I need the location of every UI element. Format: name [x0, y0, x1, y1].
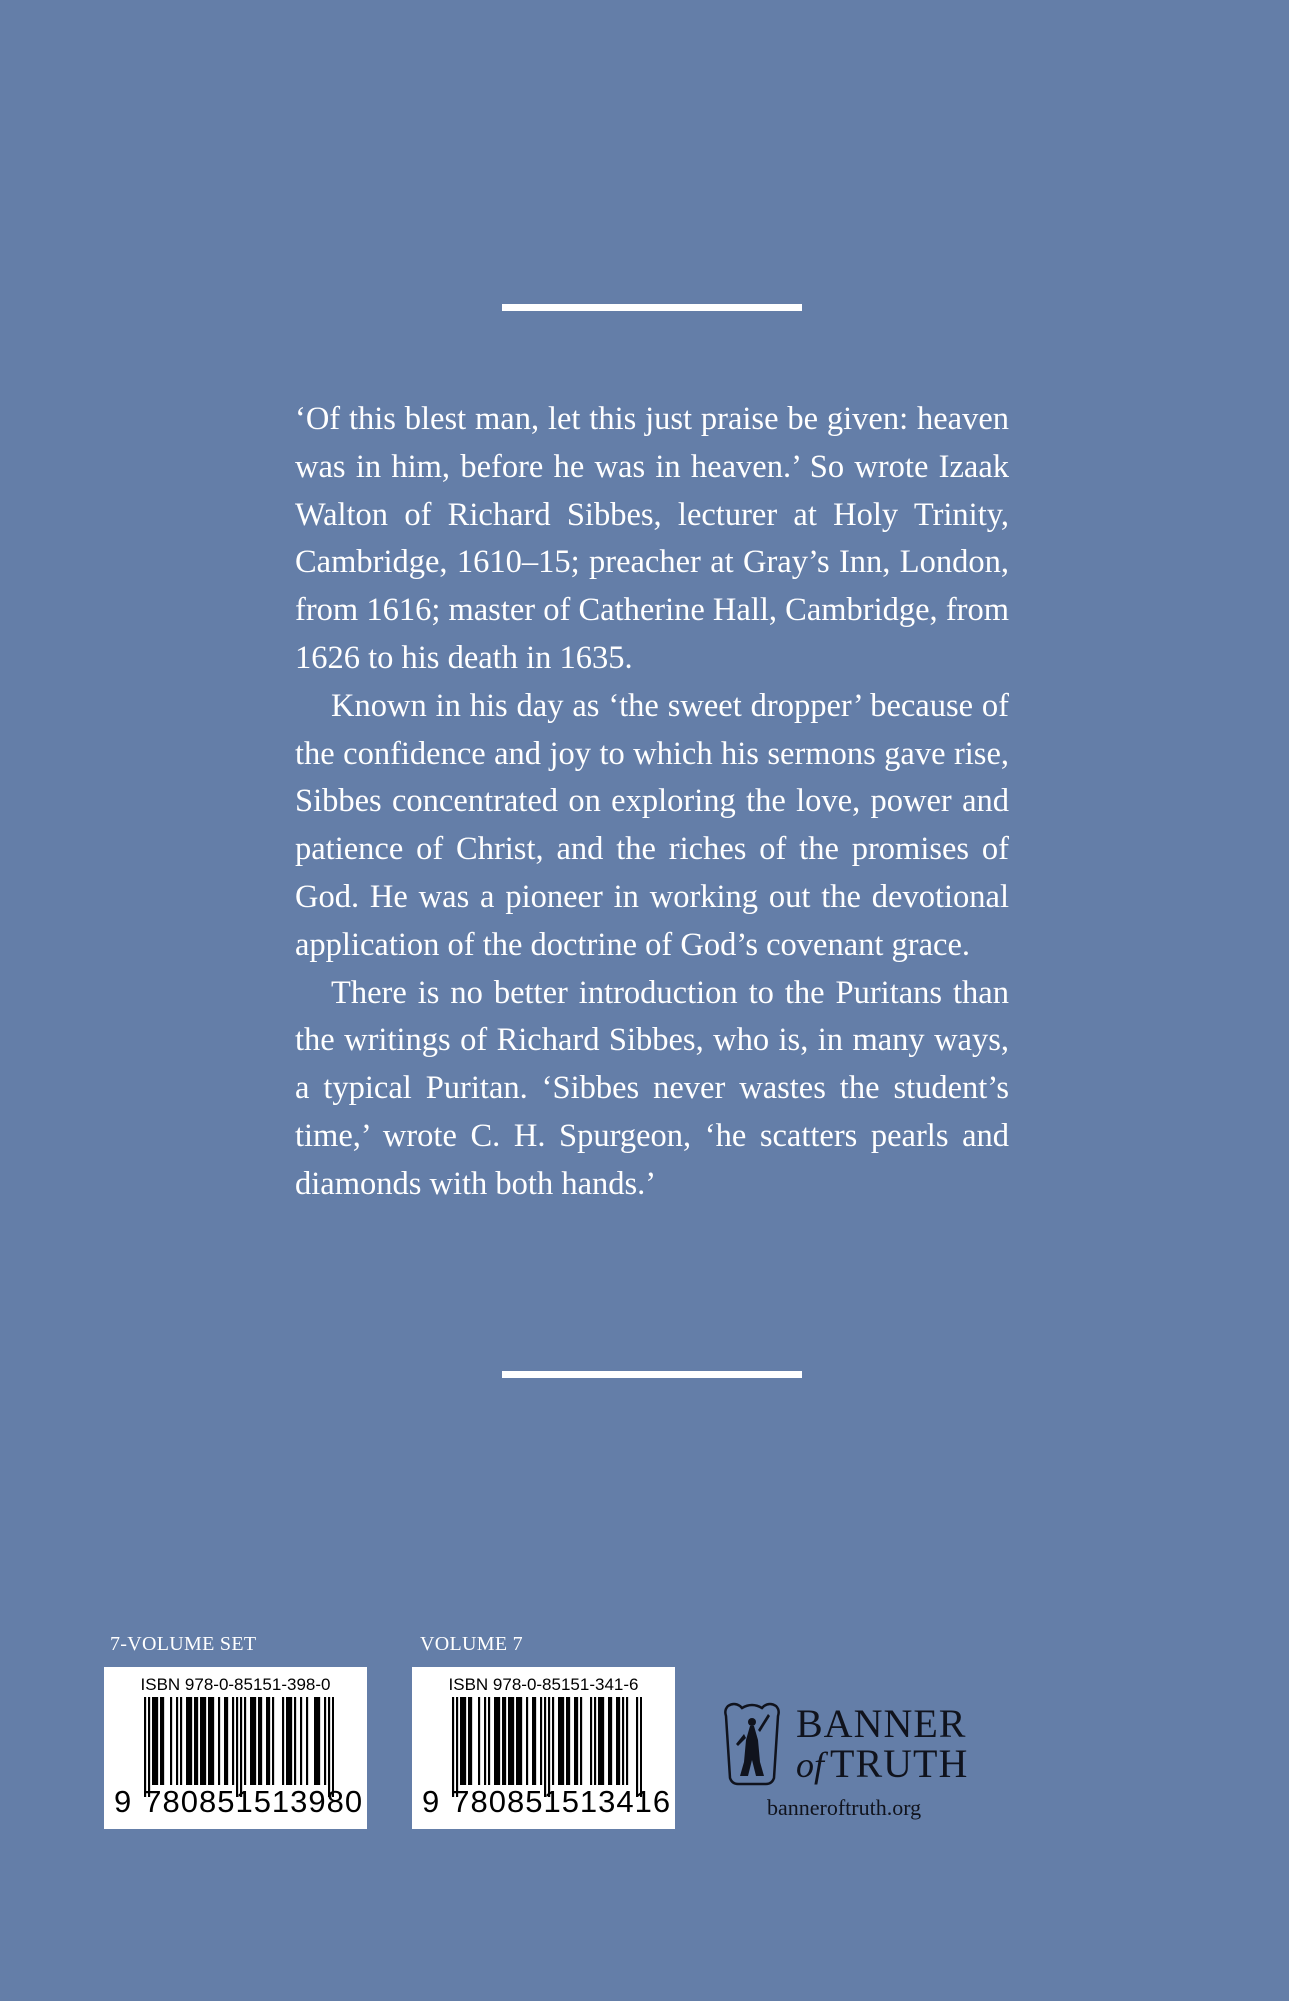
barcode-bar [202, 1697, 204, 1785]
barcode-bar [332, 1697, 334, 1797]
barcode-bar [512, 1697, 514, 1785]
barcode-bar [148, 1697, 150, 1797]
barcode-bar [520, 1697, 522, 1785]
barcode-bar [452, 1697, 454, 1797]
barcode-bar [170, 1697, 172, 1785]
barcode-bar [152, 1697, 154, 1785]
barcode-bar [290, 1697, 292, 1785]
barcode-bar [288, 1697, 290, 1785]
back-cover-blurb [295, 396, 1009, 1209]
barcode-bar [188, 1697, 190, 1785]
barcode-bar [314, 1697, 316, 1785]
blurb-paragraph-2: Known in his day as ‘the sweet dropper’ because of the confidence and joy to which his sermons gave rise, Sibbes concentrated on exploring the love, power and patience of Christ, and the riches of the promises of God. He was a pioneer in working out the devotional application of the doctrine of God’s covenant grace. [295, 687, 1009, 963]
publisher-name-line1: BANNER [796, 1701, 967, 1746]
barcode-bar [210, 1697, 212, 1785]
barcode-bar [540, 1697, 542, 1785]
barcode-bar [324, 1697, 326, 1785]
barcode-bar [144, 1697, 146, 1797]
publisher-name-line2 [796, 1740, 968, 1787]
barcode-bar [294, 1697, 296, 1785]
set-ean-digits [114, 1784, 363, 1820]
barcode-bar [462, 1697, 464, 1785]
barcode-bar [186, 1697, 188, 1785]
publisher-url[interactable]: banneroftruth.org [767, 1795, 922, 1820]
barcode-bar [498, 1697, 500, 1785]
barcode-bar [640, 1697, 642, 1797]
barcode-bar [504, 1697, 506, 1785]
barcode-bar [254, 1697, 256, 1785]
barcode-bar [488, 1697, 490, 1785]
barcode-bar [286, 1697, 288, 1785]
barcode-bar [508, 1697, 510, 1785]
barcode-bar [190, 1697, 192, 1785]
barcode-bar [236, 1697, 238, 1797]
barcode-bar [502, 1697, 504, 1785]
set-ean-rest: 780851513980 [144, 1784, 364, 1819]
barcode-bar [534, 1697, 536, 1785]
barcode-bar [590, 1697, 592, 1785]
barcode-bar [594, 1697, 596, 1785]
barcode-bar [616, 1697, 618, 1785]
barcode-bar [204, 1697, 206, 1785]
barcode-bar [316, 1697, 318, 1785]
barcode-bar [470, 1697, 472, 1785]
barcode-bar [548, 1697, 550, 1797]
barcode-bar [306, 1697, 308, 1785]
publisher-name-truth: TRUTH [830, 1741, 969, 1786]
barcode-bar [608, 1697, 610, 1785]
set-ean-lead: 9 [114, 1784, 133, 1819]
barcode-bar [328, 1697, 330, 1797]
barcode-bar [180, 1697, 182, 1785]
banner-logo-icon [720, 1700, 784, 1788]
barcode-bar [532, 1697, 534, 1785]
barcode-bar [208, 1697, 210, 1785]
barcode-bar [456, 1697, 458, 1797]
barcode-bar [244, 1697, 246, 1785]
set-barcode [104, 1667, 367, 1829]
barcode-bar [618, 1697, 620, 1785]
barcode-bar [200, 1697, 202, 1785]
barcode-bar [510, 1697, 512, 1785]
barcode-bar [282, 1697, 284, 1785]
barcode-bar [250, 1697, 252, 1785]
barcode-bar [600, 1697, 602, 1785]
barcode-bar [194, 1697, 196, 1785]
set-isbn-text: ISBN 978-0-85151-398-0 [140, 1675, 331, 1694]
barcode-bar [226, 1697, 228, 1785]
volume-ean-rest: 780851513416 [452, 1784, 672, 1819]
barcode-bar [516, 1697, 518, 1785]
barcode-bar [580, 1697, 582, 1785]
barcode-bar [576, 1697, 578, 1785]
barcode-bar [574, 1697, 576, 1785]
publisher-logo [720, 1700, 990, 1850]
volume-ean-digits [422, 1784, 671, 1820]
barcode-bar [232, 1697, 234, 1785]
barcode-bar [568, 1697, 570, 1785]
barcode-bar [318, 1697, 320, 1785]
barcode-bar [602, 1697, 604, 1785]
barcode-bar [300, 1697, 302, 1785]
barcode-bar [464, 1697, 466, 1785]
barcode-bar [224, 1697, 226, 1785]
barcode-bar [566, 1697, 568, 1785]
top-divider [502, 304, 802, 311]
barcode-bar [258, 1697, 260, 1785]
barcode-bar [526, 1697, 528, 1785]
barcode-bar [468, 1697, 470, 1785]
barcode-bar [494, 1697, 496, 1785]
barcode-bar [544, 1697, 546, 1797]
barcode-bar [560, 1697, 562, 1785]
barcode-bar [266, 1697, 268, 1785]
barcode-bar [598, 1697, 600, 1785]
barcode-bar [610, 1697, 612, 1785]
barcode-bar [156, 1697, 158, 1785]
barcode-bar [626, 1697, 628, 1785]
barcode-bar [252, 1697, 254, 1785]
barcode-bar [154, 1697, 156, 1785]
barcode-bar [260, 1697, 262, 1785]
barcode-bar [268, 1697, 270, 1785]
barcode-bar [272, 1697, 274, 1785]
blurb-paragraph-3: There is no better introduction to the Puritans than the writings of Richard Sibbes, who is, in many ways, a typical Puritan. ‘Sibbes never wastes the student’s time,’ wrote C. H. Spurgeon, ‘he scatters pearls and diamonds with both hands.’ [295, 974, 1009, 1202]
barcode-bar [484, 1697, 486, 1785]
set-barcode-bars [144, 1697, 334, 1797]
barcode-bar [196, 1697, 198, 1785]
barcode-bar [636, 1697, 638, 1797]
barcode-bar [552, 1697, 554, 1785]
barcode-bar [562, 1697, 564, 1785]
barcode-bar [176, 1697, 178, 1785]
volume-barcode-bars [452, 1697, 642, 1797]
volume-barcode-label: VOLUME 7 [420, 1633, 523, 1655]
barcode-bar [518, 1697, 520, 1785]
volume-ean-lead: 9 [422, 1784, 441, 1819]
set-barcode-label: 7-VOLUME SET [110, 1633, 257, 1655]
barcode-bar [496, 1697, 498, 1785]
barcode-bar [212, 1697, 214, 1785]
volume-isbn-text: ISBN 978-0-85151-341-6 [448, 1675, 639, 1694]
publisher-name-of: of [796, 1745, 825, 1785]
barcode-bar [218, 1697, 220, 1785]
barcode-bar [558, 1697, 560, 1785]
barcode-bar [460, 1697, 462, 1785]
barcode-bar [162, 1697, 164, 1785]
barcode-bar [622, 1697, 624, 1785]
barcode-bar [478, 1697, 480, 1785]
barcode-bar [160, 1697, 162, 1785]
barcode-bar [240, 1697, 242, 1797]
bottom-divider [502, 1371, 802, 1378]
volume-barcode [412, 1667, 675, 1829]
blurb-paragraph-1: ‘Of this blest man, let this just praise be given: heaven was in him, before he was in heaven.’ So wrote Izaak Walton of Richard Sibbes, lecturer at Holy Trinity, Cambridge, 1610–15; preacher at Gray’s Inn, London, from 1616; master of Catherine Hall, Cambridge, from 1626 to his death in 1635. [295, 401, 1009, 676]
